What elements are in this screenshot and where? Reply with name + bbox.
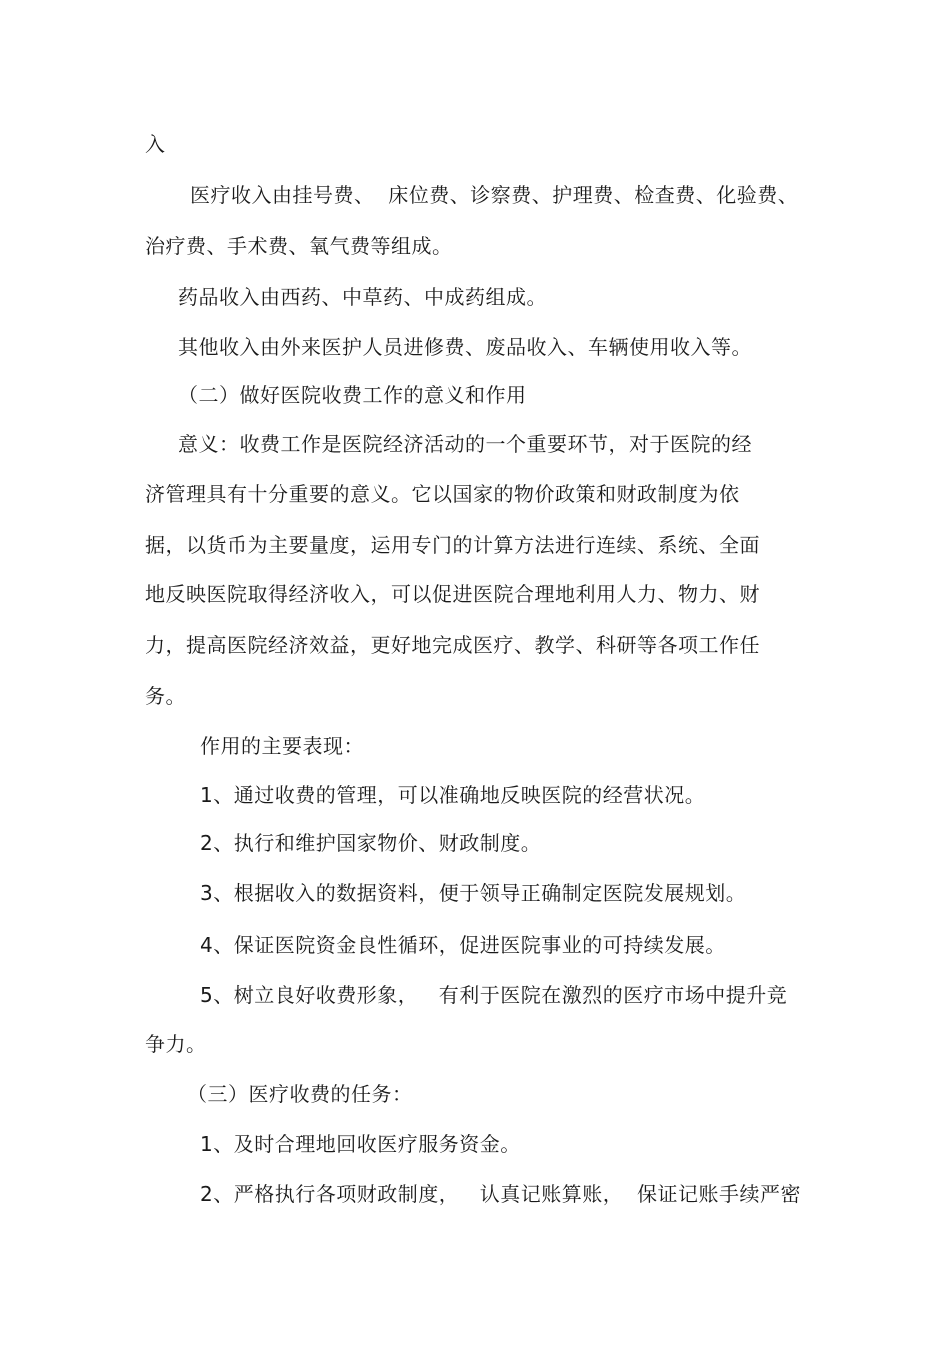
text-line: 意义：收费工作是医院经济活动的一个重要环节，对于医院的经 [178,432,752,456]
text-line: 务。 [145,684,186,708]
text-line: 入 [145,132,166,156]
list-item: 5、树立良好收费形象， 有利于医院在激烈的医疗市场中提升竞 [200,983,788,1007]
list-item: 1、通过收费的管理，可以准确地反映医院的经营状况。 [200,783,706,807]
list-item: 4、保证医院资金良性循环，促进医院事业的可持续发展。 [200,933,726,957]
list-item: 2、执行和维护国家物价、财政制度。 [200,831,542,855]
text-line: 其他收入由外来医护人员进修费、废品收入、车辆使用收入等。 [178,335,752,359]
list-item: 1、及时合理地回收医疗服务资金。 [200,1132,521,1156]
list-item: 2、严格执行各项财政制度， 认真记账算账， 保证记账手续严密 [200,1182,802,1206]
text-line: 据，以货币为主要量度，运用专门的计算方法进行连续、系统、全面 [145,533,760,557]
text-line: 力，提高医院经济效益，更好地完成医疗、教学、科研等各项工作任 [145,633,760,657]
list-item: 3、根据收入的数据资料，便于领导正确制定医院发展规划。 [200,881,747,905]
text-line: 争力。 [145,1032,207,1056]
text-line: 地反映医院取得经济收入，可以促进医院合理地利用人力、物力、财 [145,582,760,606]
text-line: 治疗费、手术费、氧气费等组成。 [145,234,453,258]
section-heading: （二）做好医院收费工作的意义和作用 [178,383,527,407]
text-line: 作用的主要表现： [200,734,364,758]
text-line: 济管理具有十分重要的意义。它以国家的物价政策和财政制度为依 [145,482,740,506]
section-heading: （三）医疗收费的任务： [187,1082,413,1106]
text-line: 医疗收入由挂号费、 床位费、诊察费、护理费、检查费、化验费、 [190,183,799,207]
text-line: 药品收入由西药、中草药、中成药组成。 [178,285,547,309]
